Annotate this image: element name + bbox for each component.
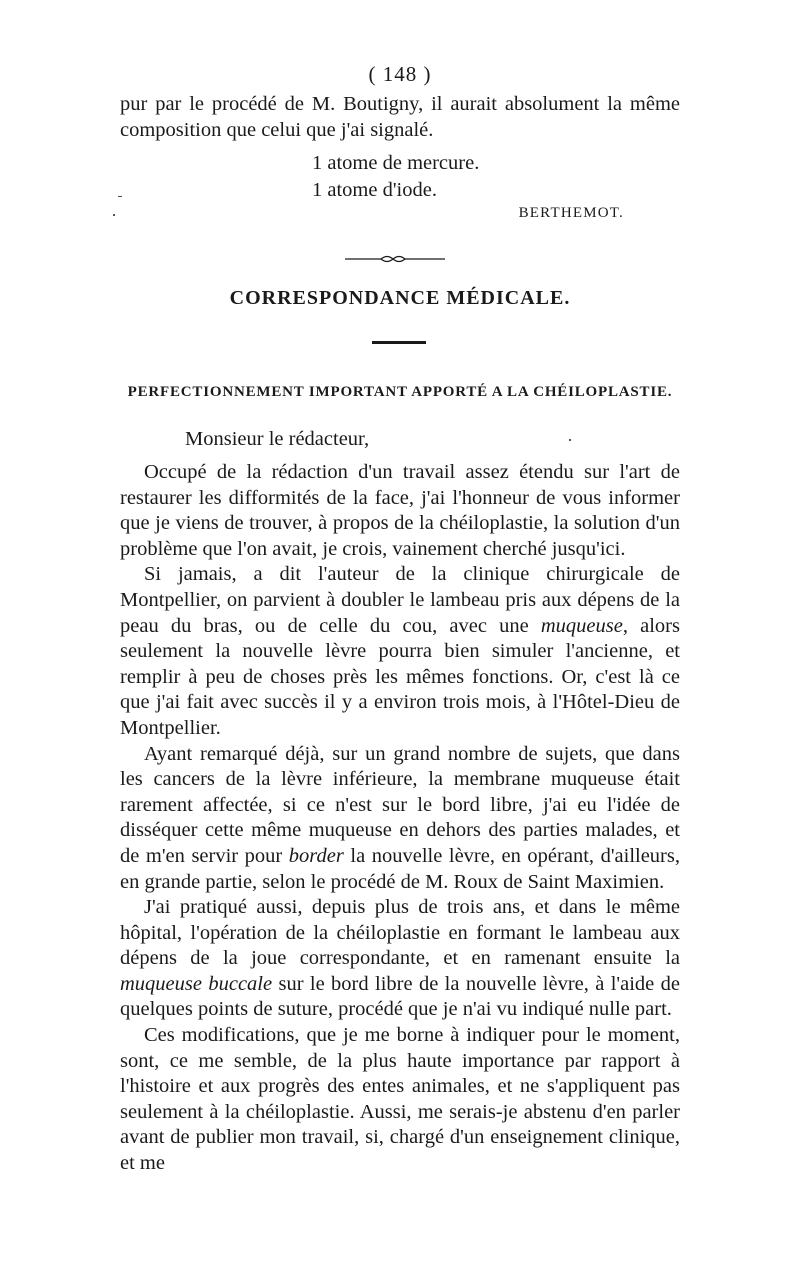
print-speck <box>113 214 115 216</box>
paragraph-2-end: , alors seulement la nouvelle lèvre pourra bien simuler l'ancienne, et remplir à peu de choses près les mêmes fonctions. Or, c'est là ce que j'ai fait avec succès il y a environ trois mois, à l'Hôtel-Dieu de Montpellier. <box>120 614 680 739</box>
paragraph-2-start: Si jamais, a dit l'auteur de la clinique chirurgicale de Montpellier, on parvient à doubler le lambeau pris aux dépens de la peau du bras, ou de celle du cou, avec une <box>120 563 680 637</box>
paragraph-2 <box>120 562 680 741</box>
paragraph-4-start: J'ai pratiqué aussi, depuis plus de trois ans, et dans le même hôpital, l'opération de la chéiloplastie en formant le lambeau aux dépens de la joue correspondante, et en ramenant ensuite la <box>120 896 680 970</box>
paragraph-2-emphasis: muqueuse <box>540 614 623 637</box>
intro-text: pur par le procédé de M. Boutigny, il aurait absolument la même composition que celui que j'ai signalé. <box>120 93 680 141</box>
paragraph-3-end: la nouvelle lèvre, en opérant, d'ailleurs, en grande partie, selon le procédé de M. Roux de Saint Maximien. <box>120 844 680 893</box>
page-number: ( 148 ) <box>368 62 432 86</box>
letter-body <box>120 460 680 1177</box>
author-signature: BERTHEMOT. <box>518 205 624 221</box>
article-title: PERFECTIONNEMENT IMPORTANT APPORTÉ A LA CHÉILOPLASTIE. <box>127 384 673 400</box>
chemical-formula <box>312 150 479 204</box>
paragraph-3 <box>120 742 680 896</box>
paragraph-4-end: sur le bord libre de la nouvelle lèvre, à l'aide de quelques points de suture, procédé que je n'ai vu indiqué nulle part. <box>120 972 680 1021</box>
section-rule <box>372 341 426 344</box>
intro-paragraph <box>120 92 680 143</box>
salutation: Monsieur le rédacteur, <box>185 428 370 450</box>
formula-line-iodine: 1 atome d'iode. <box>312 179 437 201</box>
paragraph-3-start: Ayant remarqué déjà, sur un grand nombre de sujets, que dans les cancers de la lèvre inférieure, la membrane muqueuse était rarement affectée, si ce n'est sur le bord libre, j'ai eu l'idée de disséquer cette même muqueuse en dehors des parties malades, et de m'en servir pour <box>120 742 680 867</box>
paragraph-1: Occupé de la rédaction d'un travail assez étendu sur l'art de restaurer les difformités de la face, j'ai l'honneur de vous informer que je viens de trouver, à propos de la chéiloplastie, la solution d'un problème que l'on avait, je crois, vainement cherché jusqu'ici. <box>120 461 680 560</box>
formula-line-mercury: 1 atome de mercure. <box>312 152 480 174</box>
print-speck <box>118 196 122 197</box>
paragraph-5: Ces modifications, que je me borne à indiquer pour le moment, sont, ce me semble, de la plus haute importance par rapport à l'histoire et aux progrès des entes animales, et ne s'appliquent pas seulement à la chéiloplastie. Aussi, me serais-je abstenu d'en parler avant de publier mon travail, si, chargé d'un enseignement clinique, et me <box>120 1024 680 1175</box>
ornament-divider-icon <box>345 252 445 266</box>
paragraph-4-emphasis: muqueuse buccale <box>120 972 273 995</box>
print-speck <box>569 439 571 441</box>
paragraph-4 <box>120 895 680 1023</box>
paragraph-3-emphasis: border <box>288 844 344 867</box>
section-title: CORRESPONDANCE MÉDICALE. <box>229 287 571 309</box>
